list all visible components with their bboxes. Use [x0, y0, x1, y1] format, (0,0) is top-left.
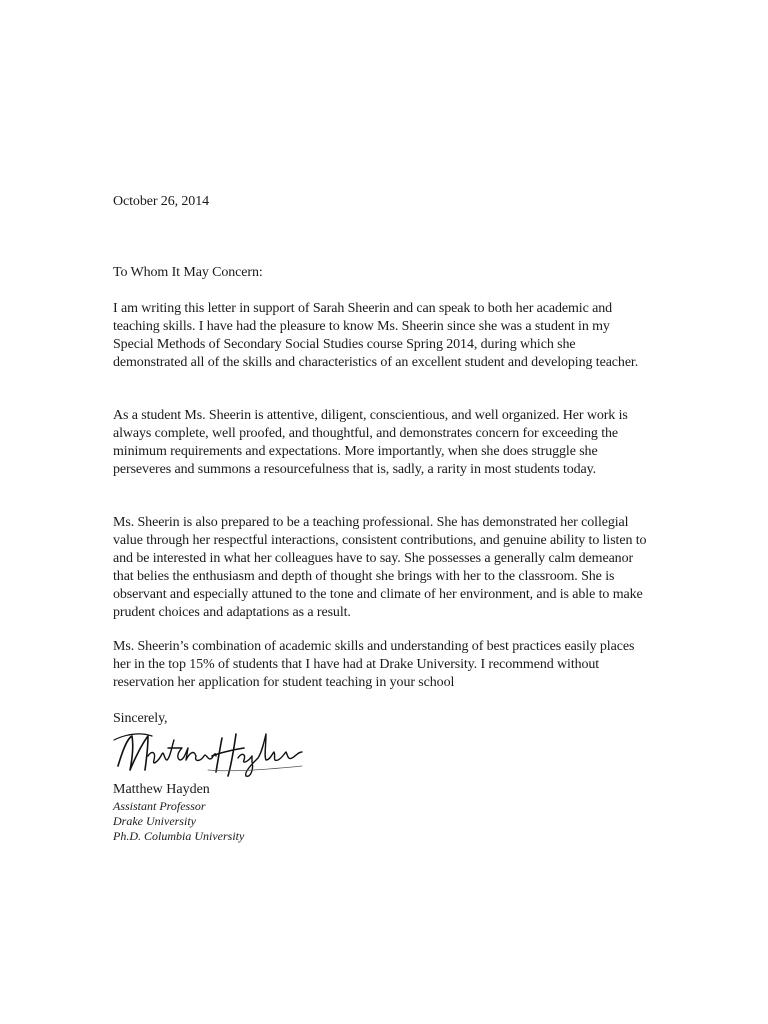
signer-name: Matthew Hayden [113, 782, 210, 797]
body-paragraph-4: Ms. Sheerin’s combination of academic skills and understanding of best practices easily places her in the top 15% of students that I have had at Drake University. I recommend without reservation her application for student teaching in your school [113, 639, 635, 690]
body-paragraph-1: I am writing this letter in support of Sarah Sheerin and can speak to both her academic and teaching skills. I have had the pleasure to know Ms. Sheerin since she was a student in my Special Methods of Secondary Social Studies course Spring 2014, during which she demonstrated all of the skills and characteristics of an excellent student and developing teacher. [113, 301, 639, 370]
closing: Sincerely, [113, 711, 168, 726]
signer-title: Assistant Professor [113, 799, 206, 813]
body-paragraph-3: Ms. Sheerin is also prepared to be a teaching professional. She has demonstrated her collegial value through her respectful interactions, consistent contributions, and genuine ability to listen to and be interested in what her colleagues have to say. She possesses a generally calm demeanor that belies the enthusiasm and depth of thought she brings with her to the classroom. She is observant and especially attuned to the tone and climate of her environment, and is able to make prudent choices and adaptations as a result. [113, 515, 647, 620]
letter-date: October 26, 2014 [113, 194, 209, 209]
body-paragraph-2: As a student Ms. Sheerin is attentive, diligent, conscientious, and well organized. Her work is always complete, well proofed, and thoughtful, and demonstrates concern for exceeding the minimum requirements and expectations. More importantly, when she does struggle she perseveres and summons a resourcefulness that is, sadly, a rarity in most students today. [113, 408, 628, 477]
salutation: To Whom It May Concern: [113, 265, 263, 280]
signer-degree: Ph.D. Columbia University [113, 829, 245, 843]
signer-institution: Drake University [113, 814, 196, 828]
handwritten-signature [112, 726, 304, 780]
